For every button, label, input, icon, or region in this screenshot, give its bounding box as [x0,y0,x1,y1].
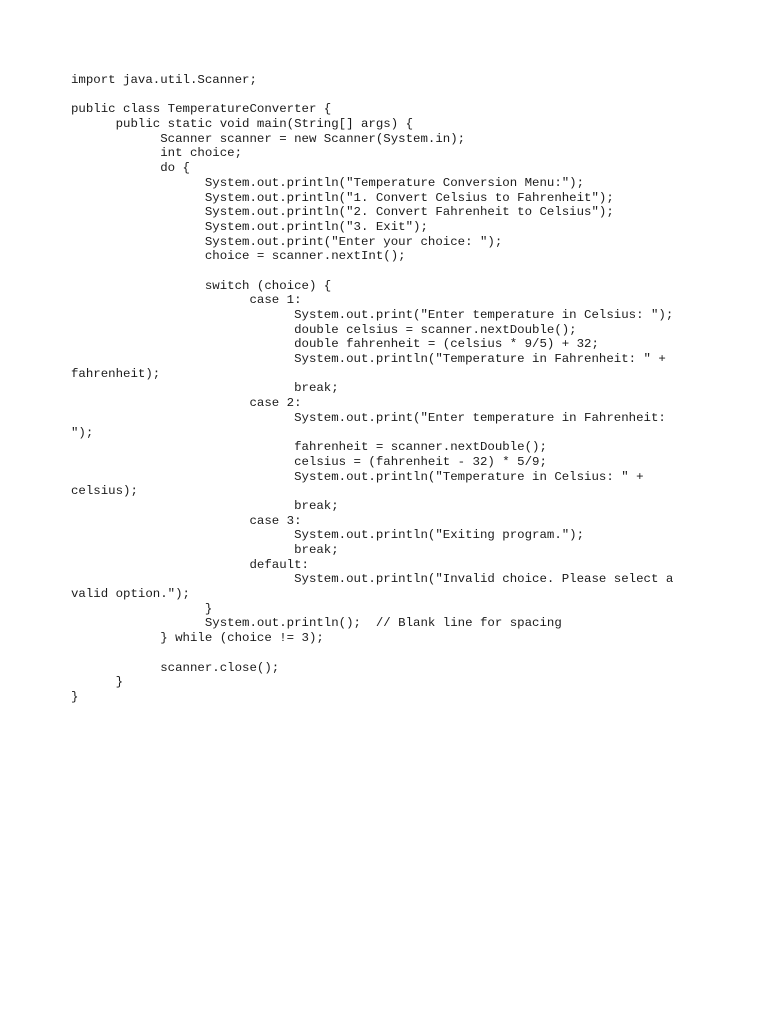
code-block [71,73,711,705]
code-line: System.out.print("Enter your choice: "); [71,234,503,249]
code-line: case 2: [71,396,302,411]
code-line [71,646,711,661]
code-line: public class TemperatureConverter { [71,102,332,117]
code-line: public static void main(String[] args) { [71,117,414,132]
code-line: } while (choice != 3); [71,631,324,646]
code-line: valid option."); [71,587,190,602]
code-line: System.out.println("1. Convert Celsius to Fahrenheit"); [71,190,614,205]
code-line: double celsius = scanner.nextDouble(); [71,322,577,337]
code-line: default: [71,557,309,572]
code-line: choice = scanner.nextInt(); [71,249,406,264]
code-line: } [71,601,213,616]
code-line: case 3: [71,513,302,528]
code-line: } [71,675,124,690]
code-line: switch (choice) { [71,278,332,293]
code-line: System.out.println("2. Convert Fahrenheit to Celsius"); [71,205,614,220]
code-line: System.out.println("3. Exit"); [71,219,428,234]
code-line: break; [71,381,339,396]
code-line: System.out.println("Invalid choice. Please select a [71,572,674,587]
code-line: double fahrenheit = (celsius * 9/5) + 32; [71,337,599,352]
code-line: int choice; [71,146,243,161]
code-line: "); [71,425,94,440]
code-line: System.out.println("Temperature in Celsius: " + [71,469,644,484]
code-line: celsius = (fahrenheit - 32) * 5/9; [71,454,547,469]
code-line: System.out.print("Enter temperature in Fahrenheit: [71,410,666,425]
code-line: System.out.print("Enter temperature in Celsius: "); [71,308,674,322]
code-line: System.out.println(); // Blank line for spacing [71,616,562,631]
code-line: import java.util.Scanner; [71,73,257,87]
code-line: case 1: [71,293,302,308]
code-line: System.out.println("Temperature in Fahrenheit: " + [71,352,666,367]
code-line: scanner.close(); [71,660,280,675]
code-line: do { [71,161,190,176]
code-line: Scanner scanner = new Scanner(System.in); [71,131,466,146]
code-line: break; [71,543,339,557]
code-line: fahrenheit = scanner.nextDouble(); [71,440,547,455]
code-line: } [71,689,79,704]
code-line: celsius); [71,484,138,499]
code-line: fahrenheit); [71,366,161,381]
code-line [71,88,711,103]
code-line [71,264,711,279]
code-line: System.out.println("Exiting program."); [71,528,585,543]
code-line: System.out.println("Temperature Conversion Menu:"); [71,175,585,190]
code-line: break; [71,498,339,513]
